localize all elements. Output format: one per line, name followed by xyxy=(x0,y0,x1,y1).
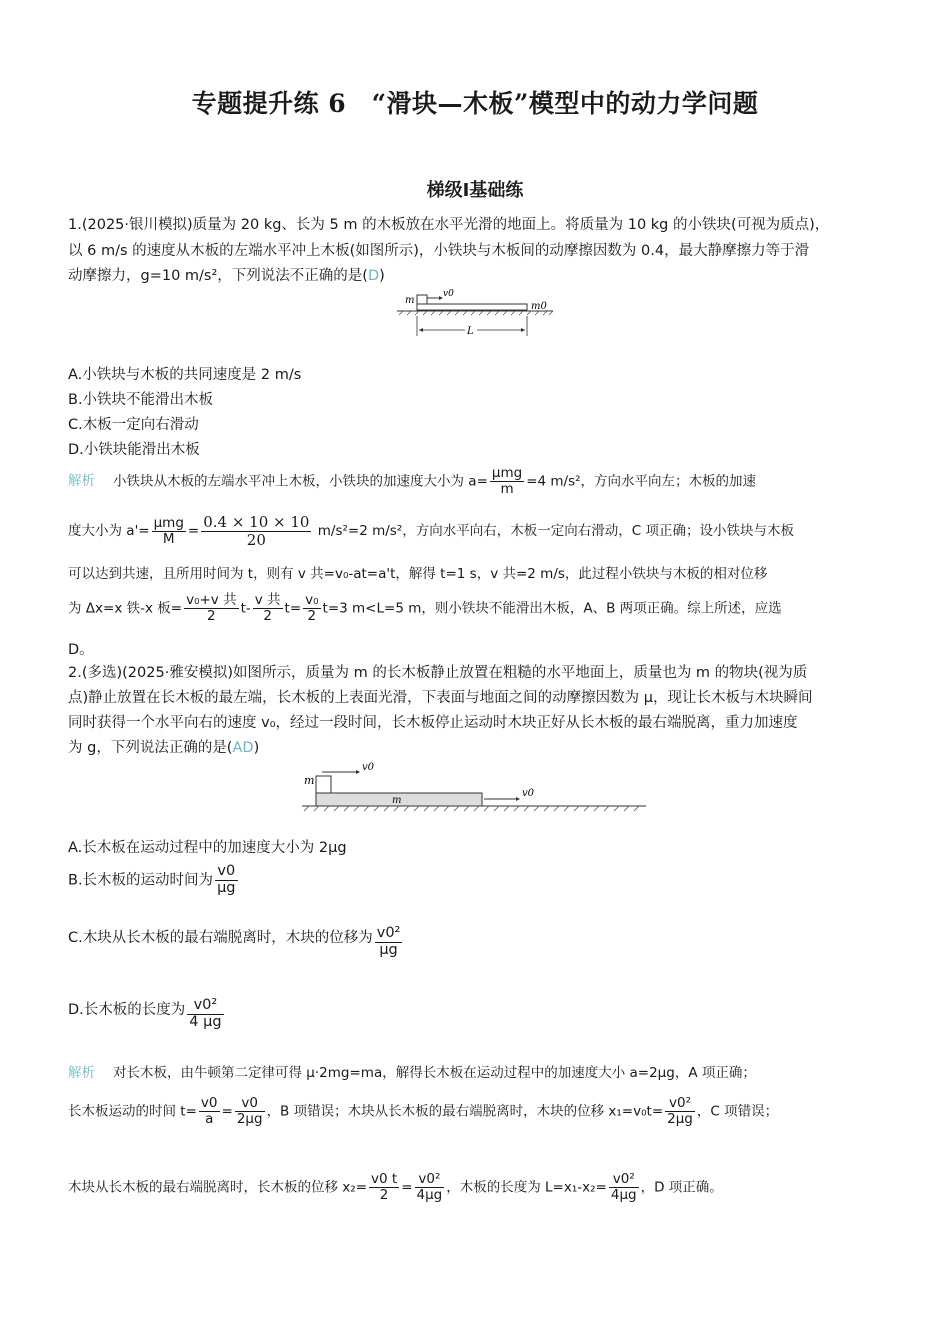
q1-analysis-line1: 解析 小铁块从木板的左端水平冲上木板，小铁块的加速度大小为 a= $\frac{\text{μmg}}{m}$ =4 m/s²，方向水平向左；木板的加速 xyxy=(68,465,757,497)
q1-analysis-line3: 可以达到共速，且所用时间为 t，则有 v 共=v₀-at=a't，解得 t=1 s，v 共=2 m/s，此过程小铁块与木板的相对位移 xyxy=(68,566,768,582)
q1-analysis-line5: D。 xyxy=(68,642,94,658)
q1-analysis-line4: 为 Δx=x 铁-x 板= $\frac{\text{v₀+v 共}}{2}$ t- $\frac{\text{v 共}}{2}$ t= $\frac{\text{v₀}}{2}$ t=3 m<L=5 m，则小铁块不能滑出木板，A、B 两项正确。综上所述，应选 xyxy=(68,592,782,624)
q2-option-b: B.长木板的运动时间为 $\frac{v0}{\mu g}$ xyxy=(68,863,236,896)
q2-frac-x2b: $\frac{\text{v0²}}{4\mu g}$ xyxy=(416,1171,443,1203)
q2-stem-line1: 2.(多选)(2025·雅安模拟)如图所示，质量为 m 的长木板静止放置在粗糙的水平地面上，质量也为 m 的物块(视为质 xyxy=(68,665,808,681)
q2-stem-line2: 点)静止放置在长木板的最左端，长木板的上表面光滑，下表面与地面之间的动摩擦因数为 μ，现让长木板与木块瞬间 xyxy=(68,690,813,706)
q2-analysis-line3: 木块从长木板的最右端脱离时，长木板的位移 x₂= $\frac{v0 t}{2}$ = $\frac{\text{v0²}}{4\mu g}$ ，木板的长度为 L=x₁-x₂= $\frac{\text{v0²}}{4\mu g}$ ，D 项正确。 xyxy=(68,1171,723,1203)
q2-frac-c: $\frac{\text{v0²}}{\mu g}$ xyxy=(376,925,401,958)
q2-analysis-line1: 解析 对长木板，由牛顿第二定律可得 μ·2mg=ma，解得长木板在运动过程中的加速度大小 a=2μg，A 项正确； xyxy=(68,1065,756,1081)
q2-option-d: D.长木板的长度为 $\frac{\text{v0²}}{4 \mu g}$ xyxy=(68,997,222,1030)
q1-fig-v0: v0 xyxy=(443,289,454,299)
q2-analysis-line2: 长木板运动的时间 t= $\frac{v0}{a}$ = $\frac{v0}{2\mu g}$ ，B 项错误；木块从长木板的最右端脱离时，木块的位移 x₁=v₀t= $\frac{\text{v0²}}{2\mu g}$ ，C 项错误； xyxy=(68,1095,779,1127)
q1-frac-x2: $\frac{\text{v 共}}{2}$ xyxy=(254,592,281,624)
q1-stem-line1: 1.(2025·银川模拟)质量为 20 kg、长为 5 m 的木板放在水平光滑的地面上。将质量为 10 kg 的小铁块(可视为质点)， xyxy=(68,217,830,233)
q1-stem-line3: 动摩擦力，g=10 m/s²，下列说法不正确的是(D) xyxy=(68,268,385,284)
q1-option-d: D.小铁块能滑出木板 xyxy=(68,442,200,458)
q2-stem-line3: 同时获得一个水平向右的速度 v₀，经过一段时间，长木板停止运动时木块正好从长木板的最右端脱离，重力加速度 xyxy=(68,715,798,731)
q2-frac-b: $\frac{v0}{\mu g}$ xyxy=(217,863,236,896)
q1-figure xyxy=(395,284,557,340)
q2-frac-d: $\frac{\text{v0²}}{4 \mu g}$ xyxy=(189,997,222,1030)
q1-option-c: C.木板一定向右滑动 xyxy=(68,417,199,433)
page-title: 专题提升练 6 “滑块—木板”模型中的动力学问题 xyxy=(191,89,759,118)
q1-stem-line2: 以 6 m/s 的速度从木板的左端水平冲上木板(如图所示)，小铁块与木板间的动摩擦因数为 0.4，最大静摩擦力等于滑 xyxy=(68,243,810,259)
q2-fig-v0-right: v0 xyxy=(522,788,535,799)
q1-fig-m: m xyxy=(405,295,415,306)
q2-frac-x2a: $\frac{v0 t}{2}$ xyxy=(371,1171,398,1203)
q2-figure xyxy=(300,758,650,818)
q2-analysis-tag: 解析 xyxy=(68,1065,95,1081)
q2-frac-L: $\frac{\text{v0²}}{4\mu g}$ xyxy=(610,1171,637,1203)
q1-answer: D xyxy=(367,268,380,284)
q2-option-c: C.木块从长木板的最右端脱离时，木块的位移为 $\frac{\text{v0²}}{\mu g}$ xyxy=(68,925,401,958)
q2-fig-block xyxy=(316,776,331,793)
q1-analysis-tag: 解析 xyxy=(68,473,95,490)
q1-frac-a2: $\frac{\text{μmg}}{M}$ xyxy=(153,514,184,547)
section-heading: 梯级Ⅰ基础练 xyxy=(426,180,524,201)
q1-fig-board xyxy=(417,304,527,310)
q1-frac-a2-num: $\frac{0.4 \times 10 \times 10}{20}$ xyxy=(203,513,310,549)
q2-frac-t2: $\frac{v0}{2\mu g}$ xyxy=(236,1095,263,1127)
q1-analysis-line2: 度大小为 a'= $\frac{\text{μmg}}{M}$ = $\frac{0.4 \times 10 \times 10}{20}$ m/s²=2 m/s²，方向水平向右，木板一定向右滑动，C 项正确；设小铁块与木板 xyxy=(68,513,794,549)
q2-fig-v0-top: v0 xyxy=(362,762,375,773)
q2-fig-m-board: m xyxy=(392,795,402,806)
q1-frac-x3: $\frac{\text{v₀}}{2}$ xyxy=(305,592,319,624)
q2-option-a: A.长木板在运动过程中的加速度大小为 2μg xyxy=(68,840,347,856)
q2-frac-t1: $\frac{v0}{a}$ xyxy=(200,1095,218,1127)
q2-frac-x1: $\frac{\text{v0²}}{2\mu g}$ xyxy=(667,1095,693,1127)
q1-fig-L: L xyxy=(467,326,474,337)
q2-stem-line4: 为 g，下列说法正确的是(AD) xyxy=(68,740,260,756)
q1-option-a: A.小铁块与木板的共同速度是 2 m/s xyxy=(68,367,302,383)
q1-fig-m0: m0 xyxy=(531,301,547,312)
q1-fig-block xyxy=(417,295,427,304)
q2-fig-m-block: m xyxy=(304,774,315,787)
q1-frac-x1: $\frac{\text{v₀+v 共}}{2}$ xyxy=(186,592,237,624)
q1-option-b: B.小铁块不能滑出木板 xyxy=(68,392,214,408)
q2-answer: AD xyxy=(232,740,254,756)
q1-frac-a: $\frac{\text{μmg}}{m}$ xyxy=(491,465,523,497)
